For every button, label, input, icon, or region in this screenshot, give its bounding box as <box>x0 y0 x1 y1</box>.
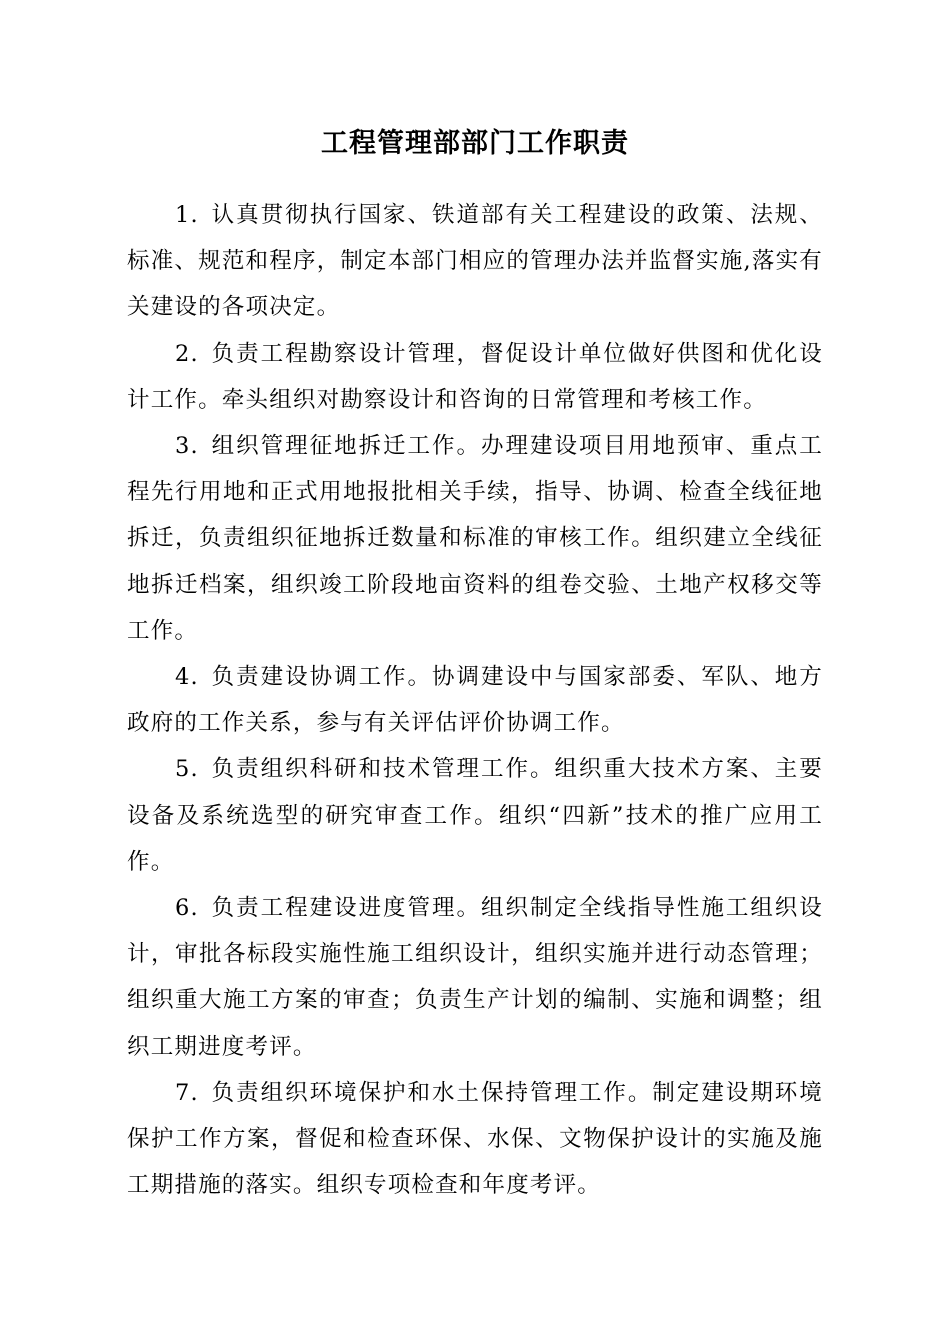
duty-item-4 <box>127 654 823 746</box>
duty-item-6 <box>127 885 823 1070</box>
item-text: 负责工程勘察设计管理，督促设计单位做好供图和优化设计工作。牵头组织对勘察设计和咨询的日常管理和考核工作。 <box>127 340 823 413</box>
item-text: 负责组织环境保护和水土保持管理工作。制定建设期环境保护工作方案，督促和检查环保、水保、文物保护设计的实施及施工期措施的落实。组织专项检查和年度考评。 <box>127 1079 823 1199</box>
document-body <box>127 192 823 1208</box>
item-number: 4. <box>175 664 199 691</box>
duty-item-3 <box>127 423 823 654</box>
item-number: 2. <box>175 340 199 367</box>
document-title: 工程管理部部门工作职责 <box>321 128 629 159</box>
duty-item-2 <box>127 331 823 423</box>
item-number: 3. <box>175 433 199 460</box>
item-text: 负责工程建设进度管理。组织制定全线指导性施工组织设计，审批各标段实施性施工组织设计，组织实施并进行动态管理；组织重大施工方案的审查；负责生产计划的编制、实施和调整；组织工期进度考评。 <box>127 895 823 1060</box>
item-number: 5. <box>175 756 199 783</box>
item-number: 6. <box>175 895 199 922</box>
duty-item-7 <box>127 1070 823 1209</box>
item-number: 1. <box>175 202 199 228</box>
duty-item-5 <box>127 746 823 885</box>
item-text: 负责建设协调工作。协调建设中与国家部委、军队、地方政府的工作关系，参与有关评估评价协调工作。 <box>127 664 823 737</box>
item-text: 认真贯彻执行国家、铁道部有关工程建设的政策、法规、标准、规范和程序，制定本部门相应的管理办法并监督实施,落实有关建设的各项决定。 <box>127 202 823 321</box>
item-number: 7. <box>175 1079 199 1106</box>
duty-item-1 <box>127 192 823 331</box>
item-text: 组织管理征地拆迁工作。办理建设项目用地预审、重点工程先行用地和正式用地报批相关手续，指导、协调、检查全线征地拆迁，负责组织征地拆迁数量和标准的审核工作。组织建立全线征地拆迁档案，组织竣工阶段地亩资料的组卷交验、土地产权移交等工作。 <box>127 433 823 644</box>
item-text: 负责组织科研和技术管理工作。组织重大技术方案、主要设备及系统选型的研究审查工作。组织“四新”技术的推广应用工作。 <box>127 756 823 875</box>
